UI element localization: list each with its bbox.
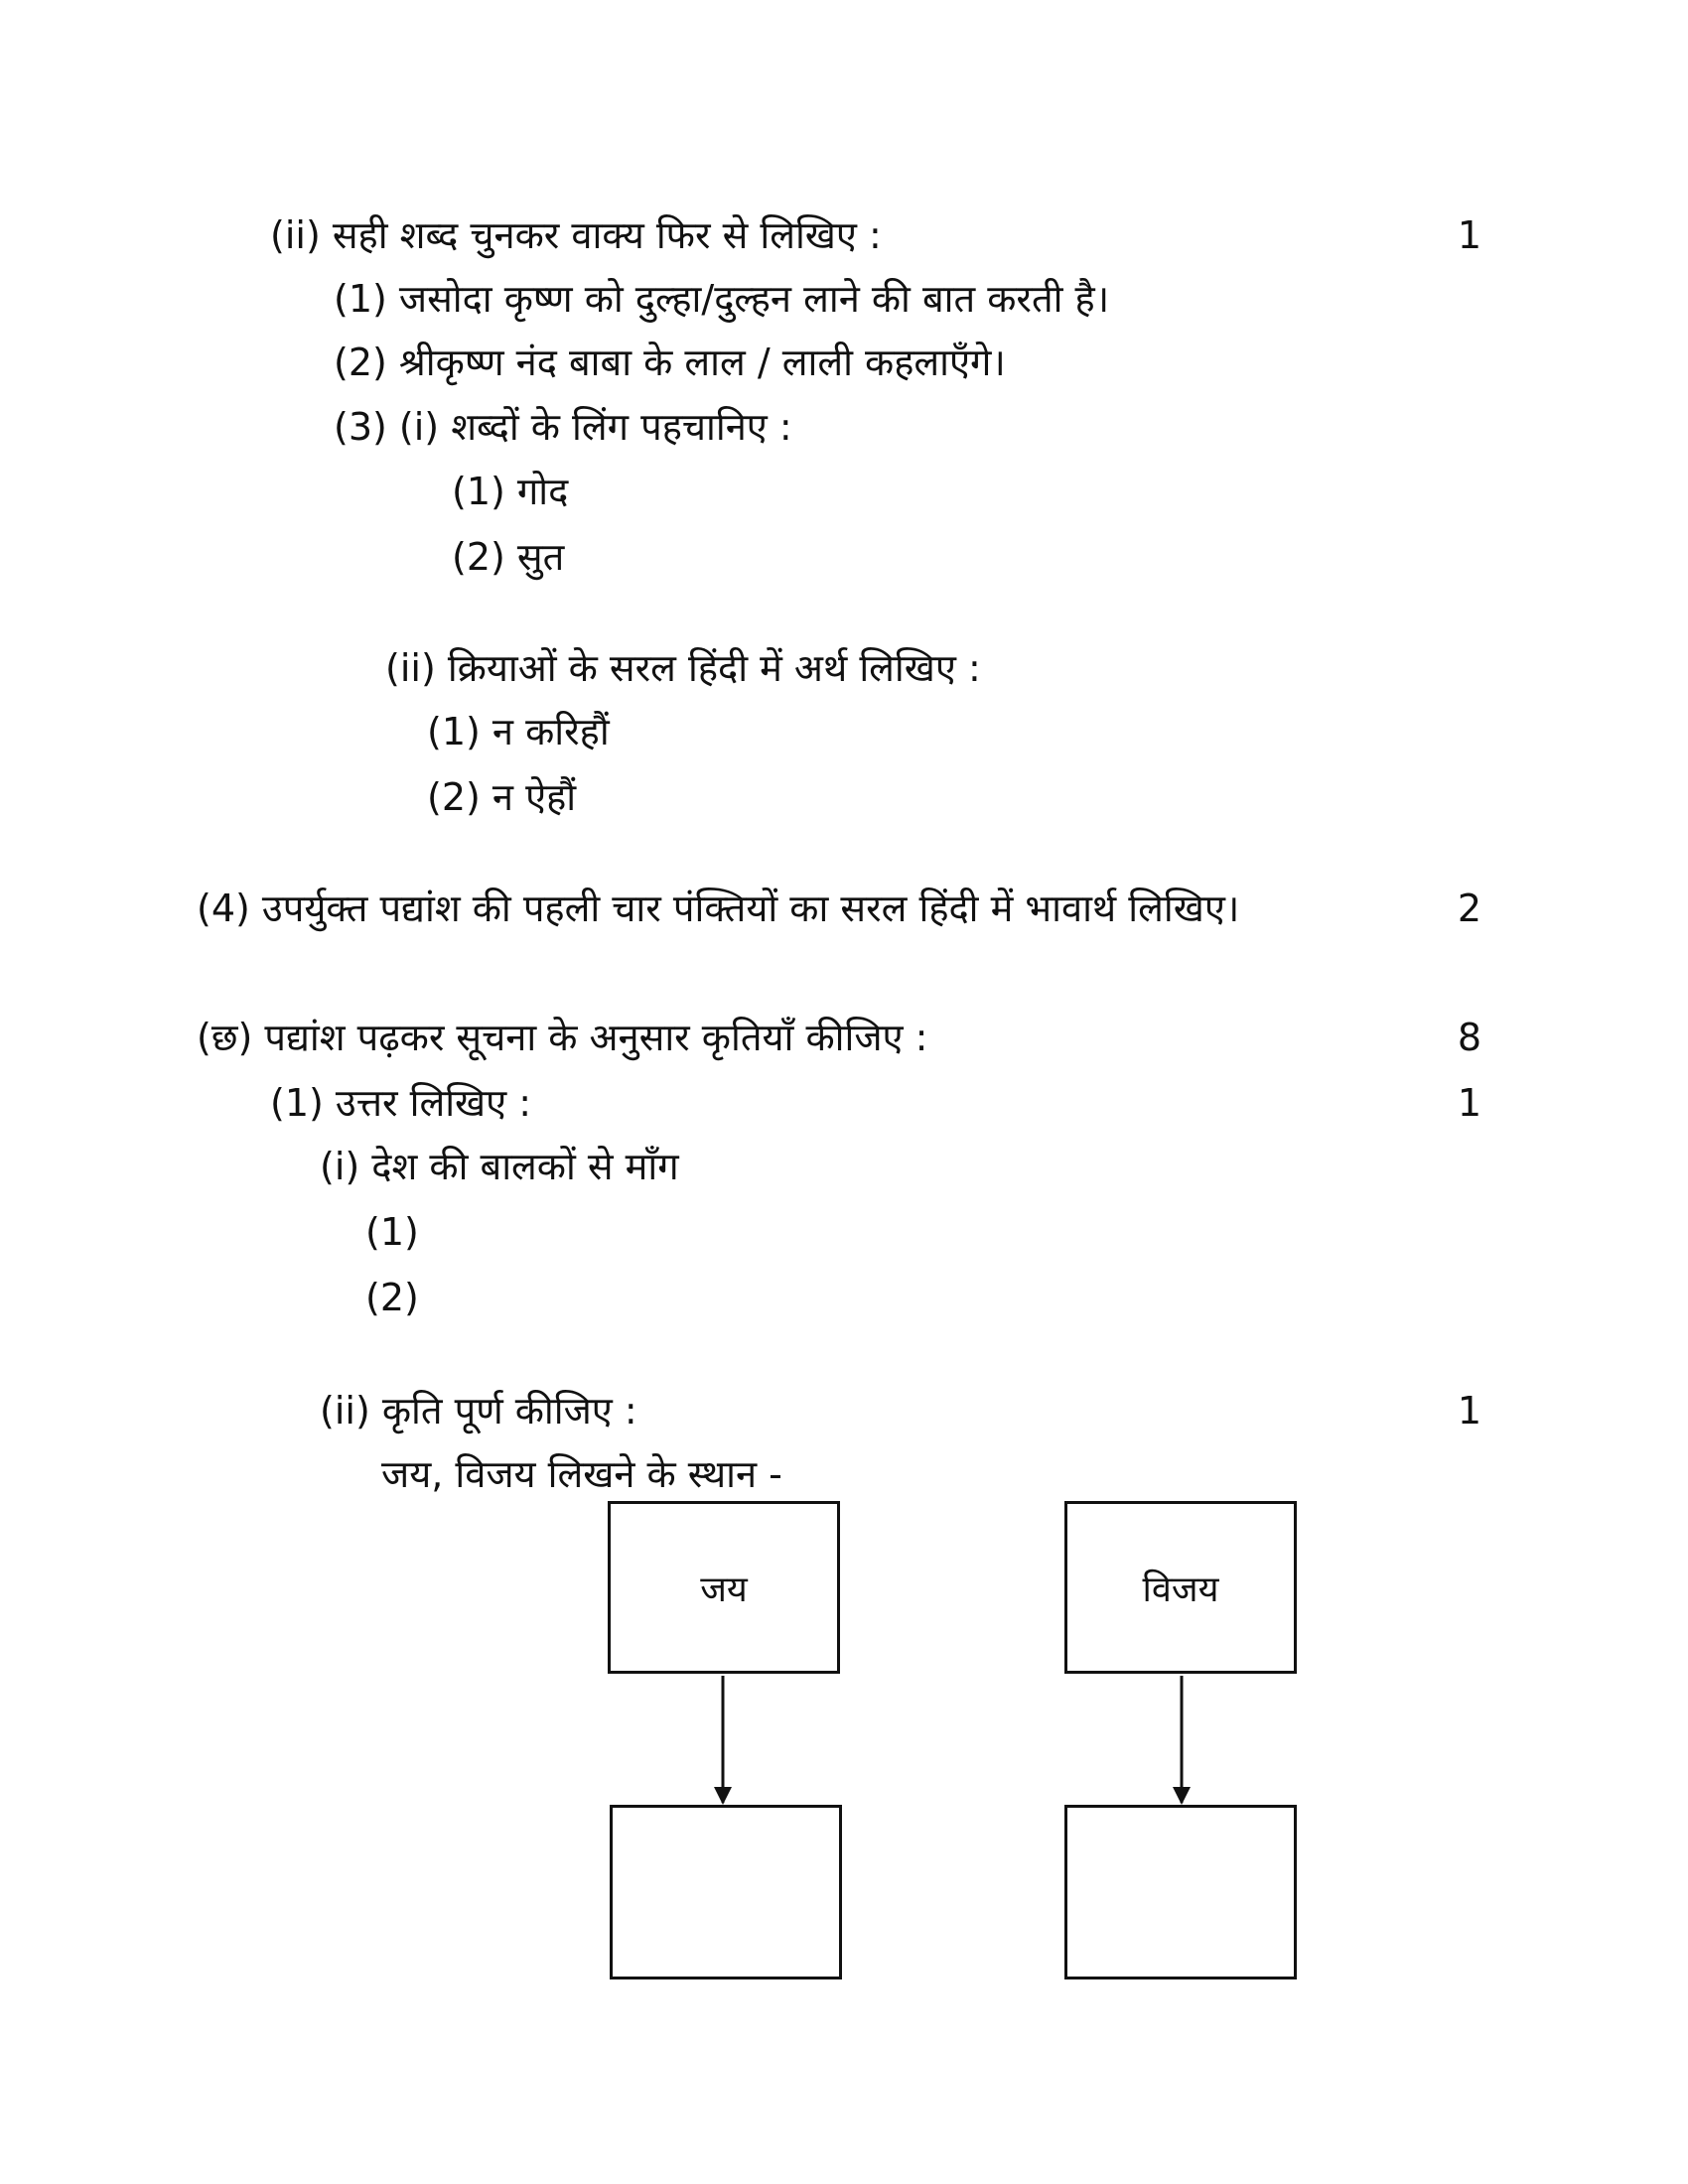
- question-3-ii-prompt: (ii) क्रियाओं के सरल हिंदी में अर्थ लिखिए :: [385, 646, 981, 690]
- section-chh-q1-i-item-2: (2): [365, 1276, 419, 1319]
- diagram-box-right-top-label: विजय: [1142, 1569, 1219, 1610]
- diagram-box-left-top-label: जय: [700, 1569, 748, 1610]
- section-chh-q1-ii-subtitle: जय, विजय लिखने के स्थान -: [381, 1452, 782, 1496]
- section-chh-q1-i-item-1: (1): [365, 1210, 419, 1254]
- diagram-arrow-right-head: [1173, 1787, 1191, 1805]
- question-ii-item-2: (2) श्रीकृष्ण नंद बाबा के लाल / लाली कहलाएँगे।: [334, 341, 1006, 384]
- question-3-ii-item-1: (1) न करिहौं: [427, 710, 610, 753]
- section-chh-q1-ii-marks: 1: [1457, 1389, 1481, 1433]
- section-chh-prompt: (छ) पद्यांश पढ़कर सूचना के अनुसार कृतियाँ कीजिए :: [197, 1016, 928, 1059]
- question-ii-marks: 1: [1457, 213, 1481, 257]
- question-3-ii-item-2: (2) न ऐहौं: [427, 775, 577, 819]
- section-chh-marks: 8: [1457, 1016, 1481, 1059]
- question-4-prompt: (4) उपर्युक्त पद्यांश की पहली चार पंक्तियों का सरल हिंदी में भावार्थ लिखिए।: [197, 887, 1240, 930]
- section-chh-q1-ii-prompt: (ii) कृति पूर्ण कीजिए :: [320, 1389, 637, 1433]
- question-3-i-prompt: (3) (i) शब्दों के लिंग पहचानिए :: [334, 405, 792, 449]
- diagram-arrow-left-head: [714, 1787, 732, 1805]
- question-3-i-item-1: (1) गोद: [452, 470, 569, 513]
- section-chh-q1-i-prompt: (i) देश की बालकों से माँग: [320, 1145, 679, 1188]
- question-3-i-item-2: (2) सुत: [452, 535, 565, 579]
- question-ii-prompt: (ii) सही शब्द चुनकर वाक्य फिर से लिखिए :: [270, 213, 882, 257]
- section-chh-q1-prompt: (1) उत्तर लिखिए :: [270, 1081, 532, 1125]
- question-ii-item-1: (1) जसोदा कृष्ण को दुल्हा/दुल्हन लाने की बात करती है।: [334, 277, 1110, 321]
- section-chh-q1-marks: 1: [1457, 1081, 1481, 1125]
- question-4-marks: 2: [1457, 887, 1481, 930]
